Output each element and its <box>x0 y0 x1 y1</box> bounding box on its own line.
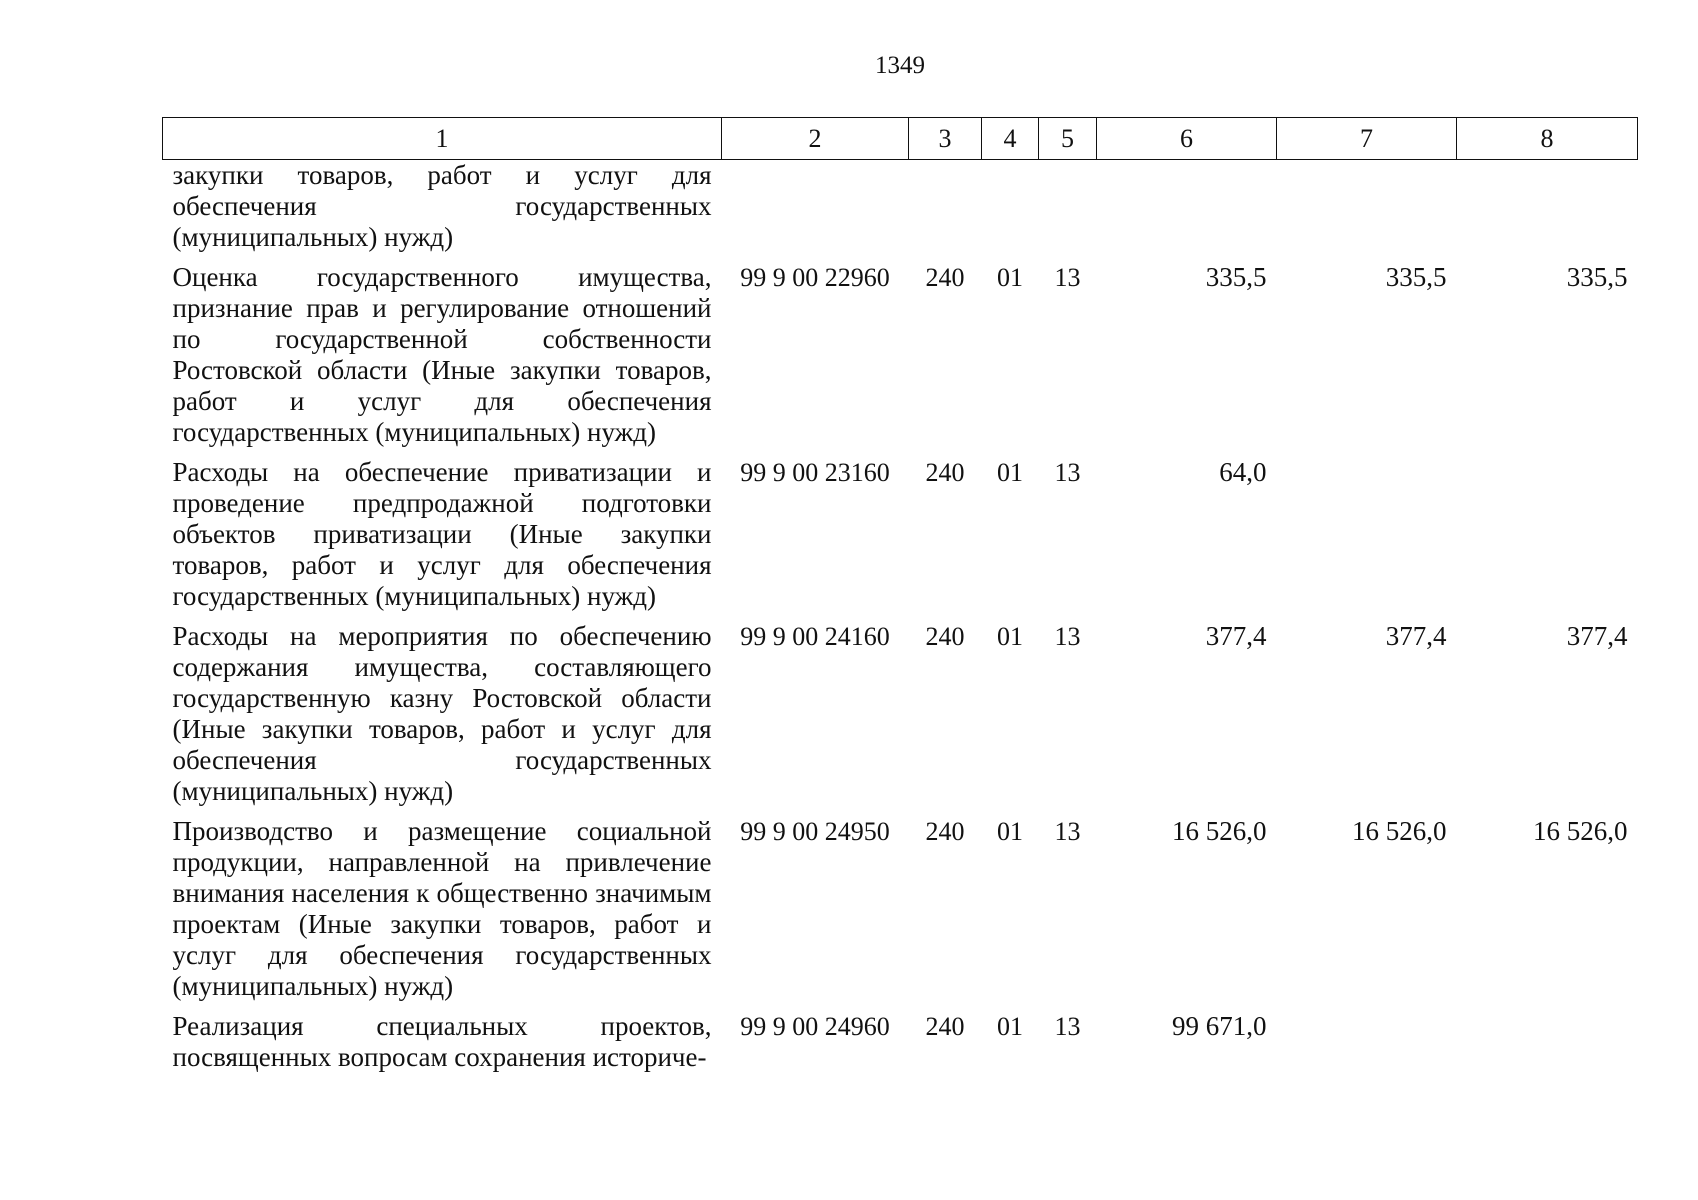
row-amount-col8 <box>1457 457 1638 621</box>
row-section <box>982 160 1039 263</box>
row-subsection: 13 <box>1054 817 1081 846</box>
row-amount-col7: 16 526,0 <box>1352 816 1447 846</box>
row-description: закупки товаров, работ и услуг для обеспечения государственных (муниципальных) нужд) <box>172 160 712 252</box>
row-amount-col8: 16 526,0 <box>1533 816 1628 846</box>
row-amount-col6: 16 526,0 <box>1172 816 1267 846</box>
row-amount-col6 <box>1097 160 1277 263</box>
row-expense-type: 240 <box>925 817 965 846</box>
table-row <box>163 1011 1638 1082</box>
row-expense-type: 240 <box>925 263 965 292</box>
table-row <box>163 816 1638 1011</box>
col-header-6: 6 <box>1097 118 1277 160</box>
row-target-article: 99 9 00 24950 <box>740 817 890 846</box>
row-description: Реализация специальных проектов, посвященных вопросам сохранения историче- <box>172 1011 712 1072</box>
row-section: 01 <box>997 622 1023 651</box>
row-amount-col7: 377,4 <box>1385 621 1447 651</box>
table-row <box>163 160 1638 263</box>
row-target-article: 99 9 00 24160 <box>740 622 890 651</box>
row-amount-col6: 377,4 <box>1205 621 1267 651</box>
row-section: 01 <box>997 817 1023 846</box>
col-header-3: 3 <box>909 118 982 160</box>
row-expense-type: 240 <box>925 622 965 651</box>
row-subsection: 13 <box>1054 263 1081 292</box>
table-row <box>163 621 1638 816</box>
row-subsection: 13 <box>1054 458 1081 487</box>
row-amount-col7 <box>1277 457 1457 621</box>
row-section: 01 <box>997 458 1023 487</box>
row-subsection <box>1039 160 1097 263</box>
row-target-article: 99 9 00 22960 <box>740 263 890 292</box>
row-description: Расходы на мероприятия по обеспечению содержания имущества, составляющего государственную казну Ростовской области (Иные закупки товаров, работ и услуг для обеспечения государственных (муниципальных) нужд) <box>172 621 712 806</box>
row-amount-col7 <box>1277 160 1457 263</box>
col-header-8: 8 <box>1457 118 1638 160</box>
row-description: Производство и размещение социальной продукции, направленной на привлечение внимания населения к общественно значимым проектам (Иные закупки товаров, работ и услуг для обеспечения государственных (муниципальных) нужд) <box>172 816 712 1001</box>
table-row <box>163 457 1638 621</box>
budget-table <box>162 117 1638 1082</box>
row-amount-col7: 335,5 <box>1385 262 1447 292</box>
row-target-article: 99 9 00 23160 <box>740 458 890 487</box>
row-section: 01 <box>997 1012 1023 1041</box>
table-row <box>163 262 1638 457</box>
row-amount-col8: 377,4 <box>1566 621 1628 651</box>
row-amount-col6: 99 671,0 <box>1172 1011 1267 1041</box>
col-header-5: 5 <box>1039 118 1097 160</box>
col-header-7: 7 <box>1277 118 1457 160</box>
row-expense-type <box>909 160 982 263</box>
row-section: 01 <box>997 263 1023 292</box>
page-number: 1349 <box>875 52 925 79</box>
row-amount-col8 <box>1457 1011 1638 1082</box>
table-header-row <box>163 118 1638 160</box>
row-amount-col8 <box>1457 160 1638 263</box>
row-expense-type: 240 <box>925 1012 965 1041</box>
col-header-1: 1 <box>163 118 722 160</box>
row-amount-col7 <box>1277 1011 1457 1082</box>
row-subsection: 13 <box>1054 622 1081 651</box>
row-amount-col6: 335,5 <box>1205 262 1267 292</box>
row-description: Расходы на обеспечение приватизации и проведение предпродажной подготовки объектов приватизации (Иные закупки товаров, работ и услуг для обеспечения государственных (муниципальных) нужд) <box>172 457 712 611</box>
row-description: Оценка государственного имущества, признание прав и регулирование отношений по государственной собственности Ростовской области (Иные закупки товаров, работ и услуг для обеспечения государственных (муниципальных) нужд) <box>172 262 712 447</box>
row-amount-col6: 64,0 <box>1219 457 1267 487</box>
col-header-2: 2 <box>722 118 909 160</box>
row-subsection: 13 <box>1054 1012 1081 1041</box>
col-header-4: 4 <box>982 118 1039 160</box>
row-amount-col8: 335,5 <box>1566 262 1628 292</box>
row-expense-type: 240 <box>925 458 965 487</box>
row-target-article <box>722 160 909 263</box>
row-target-article: 99 9 00 24960 <box>740 1012 890 1041</box>
